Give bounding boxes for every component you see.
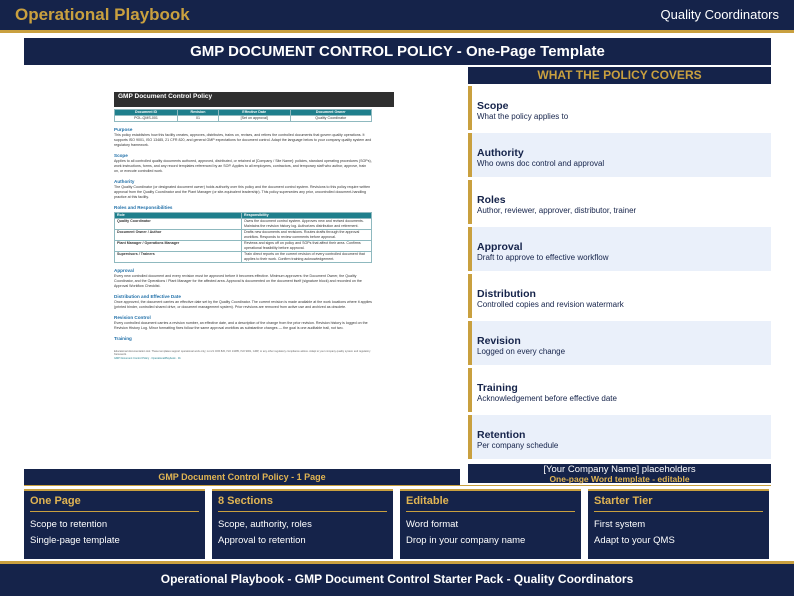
- role-responsibility: Owns the document control system. Approves new and revised documents. Maintains the revision history log. Authorizes distribution and retirement.: [242, 219, 372, 230]
- card-title: Editable: [406, 495, 449, 507]
- audience-label: Quality Coordinators: [660, 7, 779, 22]
- meta-value: Quality Coordinator: [290, 116, 371, 122]
- cover-item-authority: [468, 133, 771, 177]
- covers-list: [468, 86, 771, 463]
- section-body: Every new controlled document and every revision must be approved before it becomes effective. Minimum approvers: the Document Owner, the Quality Coordinator, and the Operations / Plant Manager for the affected area. Approval is documented on the document itself (signature block) and recorded on the Approval Workflow Checklist.: [114, 274, 362, 288]
- cover-item-approval: [468, 227, 771, 271]
- cover-item-desc: Acknowledgement before effective date: [477, 394, 617, 403]
- card-rule: [406, 511, 575, 512]
- covers-heading: WHAT THE POLICY COVERS: [468, 67, 771, 84]
- placeholder-banner: [468, 464, 771, 483]
- section-body: The Quality Coordinator (or designated document owner) holds authority over this policy and the document control system. Revisions to this policy require written approval from the Quality Coordinator and the Plant Manager (or site-equivalent leadership). This policy supersedes any prior, uncontrolled document-handling practice at this facility.: [114, 185, 371, 199]
- roles-header: Responsibility: [242, 213, 372, 219]
- section-divider: [24, 485, 771, 486]
- card-title: Starter Tier: [594, 495, 653, 507]
- document-preview: [24, 67, 460, 465]
- preview-caption: GMP Document Control Policy - 1 Page: [24, 469, 460, 485]
- card-line-2: Approval to retention: [218, 535, 306, 546]
- card-rule: [594, 511, 763, 512]
- section-heading: Revision Control: [114, 315, 151, 320]
- role-name: Supervisors / Trainers: [115, 252, 242, 263]
- cover-item-scope: [468, 86, 771, 130]
- section-heading: Distribution and Effective Date: [114, 294, 181, 299]
- document-meta-table: [114, 109, 372, 122]
- page-title: GMP DOCUMENT CONTROL POLICY - One-Page Template: [24, 38, 771, 65]
- card-line-1: Scope, authority, roles: [218, 519, 312, 530]
- role-responsibility: Train direct reports on the current revision of every controlled document that applies to their work. Confirm training acknowledgement.: [242, 252, 372, 263]
- table-row: [115, 230, 372, 241]
- card-line-2: Adapt to your QMS: [594, 535, 675, 546]
- cover-item-desc: Who owns doc control and approval: [477, 159, 605, 168]
- card-rule: [30, 511, 199, 512]
- section-heading: Scope: [114, 153, 128, 158]
- roles-table: [114, 212, 372, 263]
- table-row: [115, 219, 372, 230]
- cover-item-title: Training: [477, 382, 518, 394]
- meta-header: Revision: [178, 110, 219, 116]
- role-name: Quality Coordinator: [115, 219, 242, 230]
- role-name: Document Owner / Author: [115, 230, 242, 241]
- meta-header: Document Owner: [290, 110, 371, 116]
- section-heading: Authority: [114, 179, 135, 184]
- card-rule: [218, 511, 387, 512]
- footnote-disclaimer: Educational documentation tool. These templates support operational work only; not 21 CFR 820, ISO 13485, ISO 9001, GMP, or any other regulatory compliance advice. Adapt to your company quality system and regulatory framework.: [114, 350, 371, 357]
- section-body: Every controlled document carries a revision number, an effective date, and a description of the change from the prior revision. Revision history is logged on the Revision History Log. Minor formatting fixes follow the same approval workflow as substantive changes — the goal is one auditable trail, not two.: [114, 321, 368, 330]
- cover-item-distribution: [468, 274, 771, 318]
- cover-item-desc: Author, reviewer, approver, distributor, trainer: [477, 206, 637, 215]
- feature-card-editable: [400, 489, 581, 559]
- section-heading: Roles and Responsibilities: [114, 205, 173, 210]
- cover-item-training: [468, 368, 771, 412]
- feature-card-starter-tier: [588, 489, 769, 559]
- section-body: This policy establishes how this facility creates, approves, distributes, trains on, revises, and retires the controlled documents that govern quality operations. It supports ISO 9001, ISO 13485, 21 CFR 820, and general GMP expectations for document control. Adapt the language below to your company quality system and regulatory framework.: [114, 133, 372, 147]
- feature-card-sections: [212, 489, 393, 559]
- document-footnote: [114, 350, 372, 360]
- cover-item-desc: Controlled copies and revision watermark: [477, 300, 624, 309]
- cover-item-retention: [468, 415, 771, 459]
- card-title: One Page: [30, 495, 81, 507]
- card-line-1: Scope to retention: [30, 519, 108, 530]
- cover-item-revision: [468, 321, 771, 365]
- cover-item-title: Retention: [477, 429, 526, 441]
- brand-name: Operational Playbook: [15, 5, 190, 24]
- cover-item-title: Revision: [477, 335, 521, 347]
- section-body: Applies to all controlled quality documents authored, approved, distributed, or retained at [Company / Site Name]: policies, standard operating procedures (SOPs), work instructions, forms, and any record templates referenced by an SOP. Applies to all employees, contractors, and temporary staff who author, approve, train on, or execute controlled work.: [114, 159, 372, 173]
- feature-card-one-page: [24, 489, 205, 559]
- meta-value: 01: [178, 116, 219, 122]
- cover-item-title: Roles: [477, 194, 506, 206]
- meta-header: Document ID: [115, 110, 178, 116]
- table-row: [115, 252, 372, 263]
- card-title: 8 Sections: [218, 495, 274, 507]
- card-line-1: Word format: [406, 519, 459, 530]
- meta-header: Effective Date: [218, 110, 290, 116]
- footer-banner: Operational Playbook - GMP Document Control Starter Pack - Quality Coordinators: [0, 564, 794, 596]
- cover-item-title: Scope: [477, 100, 509, 112]
- placeholder-line-2: One-page Word template - editable: [549, 474, 690, 484]
- document-title: GMP Document Control Policy: [114, 92, 394, 107]
- card-line-2: Drop in your company name: [406, 535, 526, 546]
- cover-item-desc: What the policy applies to: [477, 112, 569, 121]
- meta-value: POL-QMS-001: [115, 116, 178, 122]
- cover-item-title: Authority: [477, 147, 524, 159]
- footnote-id: GMP Document Control Policy · OperationalPlaybook · 01: [114, 356, 181, 360]
- table-row: [115, 241, 372, 252]
- section-heading: Training: [114, 336, 132, 341]
- cover-item-desc: Logged on every change: [477, 347, 566, 356]
- section-body: Once approved, the document carries an effective date set by the Quality Coordinator. The current revision is made available at the work locations where it applies (printed binder, controlled shared drive, or document management system). Prior revisions are removed from active use and archived as obsolete.: [114, 300, 372, 309]
- placeholder-line-1: [Your Company Name] placeholders: [543, 464, 696, 475]
- role-responsibility: Reviews and signs off on policy and SOPs that affect their area. Confirms operational feasibility before approval.: [242, 241, 372, 252]
- document-page: [114, 92, 394, 462]
- top-bar: [0, 0, 794, 30]
- cover-item-desc: Per company schedule: [477, 441, 559, 450]
- section-heading: Purpose: [114, 127, 133, 132]
- top-gold-divider: [0, 30, 794, 33]
- cover-item-title: Approval: [477, 241, 523, 253]
- role-name: Plant Manager / Operations Manager: [115, 241, 242, 252]
- meta-value: [Set on approval]: [218, 116, 290, 122]
- roles-header: Role: [115, 213, 242, 219]
- card-line-1: First system: [594, 519, 646, 530]
- role-responsibility: Drafts new documents and revisions. Routes drafts through the approval workflow. Responds to review comments before approval.: [242, 230, 372, 241]
- cover-item-desc: Draft to approve to effective workflow: [477, 253, 609, 262]
- cover-item-title: Distribution: [477, 288, 536, 300]
- card-line-2: Single-page template: [30, 535, 120, 546]
- section-heading: Approval: [114, 268, 134, 273]
- cover-item-roles: [468, 180, 771, 224]
